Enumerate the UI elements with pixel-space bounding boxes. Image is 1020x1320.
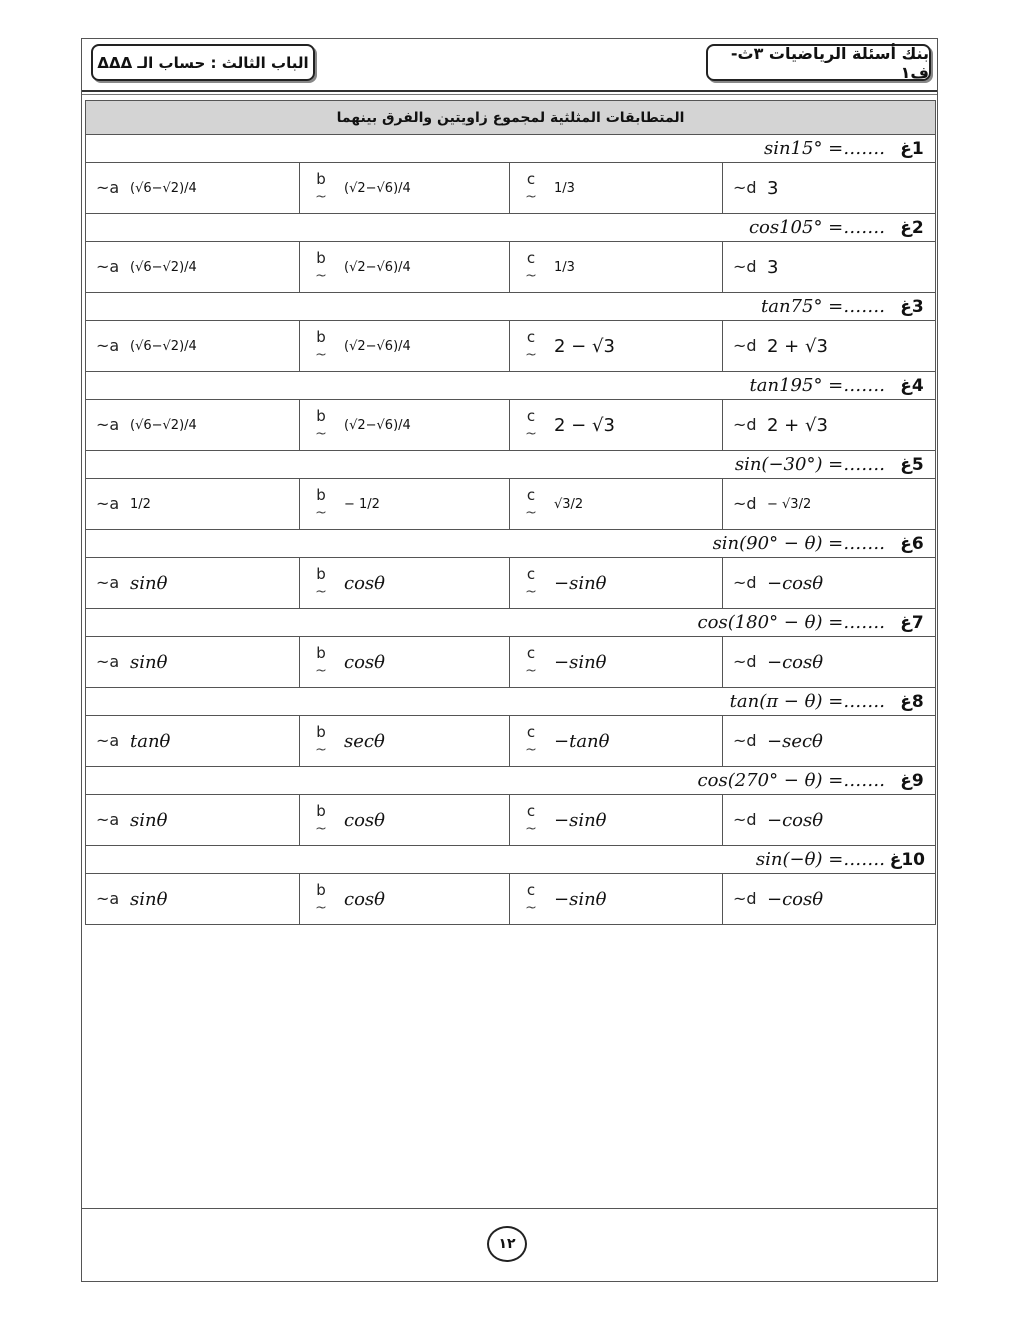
- option-tilde: ~: [315, 346, 327, 363]
- option-b[interactable]: [300, 637, 510, 688]
- option-letter: b: [316, 565, 326, 584]
- option-letter: c: [526, 170, 536, 189]
- option-tilde: ~: [315, 188, 327, 205]
- question-number: 7غ: [900, 612, 924, 633]
- option-value: 1/3: [554, 180, 575, 196]
- option-value: −sinθ: [554, 651, 607, 673]
- options-row: [86, 558, 936, 609]
- options-row: [86, 637, 936, 688]
- option-a[interactable]: [86, 479, 300, 530]
- option-label: ~d: [733, 257, 757, 277]
- option-label: [520, 645, 542, 679]
- options-row: [86, 242, 936, 293]
- option-value: (√6−√2)/4: [130, 338, 197, 354]
- option-label: [520, 487, 542, 521]
- option-letter: b: [316, 328, 326, 347]
- option-c[interactable]: [510, 163, 723, 214]
- option-label: ~d: [733, 889, 757, 909]
- question-row: [86, 451, 936, 479]
- question-number: 4غ: [900, 375, 924, 396]
- option-value: sinθ: [130, 809, 168, 831]
- option-value: 3: [767, 256, 779, 278]
- option-d[interactable]: [723, 874, 936, 925]
- option-value: −cosθ: [767, 572, 824, 594]
- option-label: ~d: [733, 573, 757, 593]
- option-label: [310, 329, 332, 363]
- option-value: sinθ: [130, 572, 168, 594]
- option-label: [310, 645, 332, 679]
- option-label: ~a: [96, 652, 120, 672]
- option-label: ~a: [96, 731, 120, 751]
- option-value: (√6−√2)/4: [130, 417, 197, 433]
- option-value: − √3/2: [767, 496, 812, 512]
- option-d[interactable]: [723, 479, 936, 530]
- option-value: sinθ: [130, 888, 168, 910]
- options-row: [86, 795, 936, 846]
- option-a[interactable]: [86, 321, 300, 372]
- option-c[interactable]: [510, 874, 723, 925]
- option-letter: b: [316, 644, 326, 663]
- question-text: tan195° =…….: [749, 375, 885, 396]
- option-label: [520, 408, 542, 442]
- option-b[interactable]: [300, 795, 510, 846]
- option-c[interactable]: [510, 716, 723, 767]
- option-value: 3: [767, 177, 779, 199]
- option-label: ~a: [96, 573, 120, 593]
- option-label: ~a: [96, 257, 120, 277]
- option-value: (√2−√6)/4: [344, 180, 411, 196]
- option-value: cosθ: [344, 888, 385, 910]
- option-b[interactable]: [300, 479, 510, 530]
- option-value: cosθ: [344, 572, 385, 594]
- question-row: [86, 688, 936, 716]
- option-tilde: ~: [315, 899, 327, 916]
- option-value: −cosθ: [767, 888, 824, 910]
- question-text: sin15° =…….: [763, 138, 885, 159]
- question-number: 1غ: [900, 138, 924, 159]
- option-value: −tanθ: [554, 730, 610, 752]
- footer-divider: [82, 1208, 937, 1209]
- option-value: (√2−√6)/4: [344, 259, 411, 275]
- option-letter: c: [526, 644, 536, 663]
- option-tilde: ~: [525, 267, 537, 284]
- option-letter: b: [316, 802, 326, 821]
- option-label: ~d: [733, 731, 757, 751]
- option-value: −sinθ: [554, 809, 607, 831]
- option-value: −sinθ: [554, 888, 607, 910]
- option-value: 2 + √3: [767, 414, 828, 436]
- option-d[interactable]: [723, 795, 936, 846]
- option-letter: c: [526, 881, 536, 900]
- option-label: [310, 566, 332, 600]
- option-letter: b: [316, 881, 326, 900]
- option-tilde: ~: [525, 662, 537, 679]
- option-label: [310, 250, 332, 284]
- option-tilde: ~: [525, 346, 537, 363]
- option-letter: b: [316, 249, 326, 268]
- option-label: ~d: [733, 178, 757, 198]
- option-label: ~a: [96, 889, 120, 909]
- option-a[interactable]: [86, 874, 300, 925]
- option-letter: c: [526, 407, 536, 426]
- option-letter: c: [526, 486, 536, 505]
- option-a[interactable]: [86, 400, 300, 451]
- options-row: [86, 321, 936, 372]
- question-row: [86, 293, 936, 321]
- options-row: [86, 479, 936, 530]
- option-b[interactable]: [300, 400, 510, 451]
- option-a[interactable]: [86, 716, 300, 767]
- option-c[interactable]: [510, 321, 723, 372]
- option-label: [310, 882, 332, 916]
- question-number: 3غ: [900, 296, 924, 317]
- chapter-title: الباب الثالث : حساب الـ ΔΔΔ: [91, 44, 315, 81]
- option-c[interactable]: [510, 795, 723, 846]
- option-label: [310, 803, 332, 837]
- question-number: 9غ: [900, 770, 924, 791]
- option-letter: c: [526, 328, 536, 347]
- option-letter: b: [316, 723, 326, 742]
- option-value: −secθ: [767, 730, 823, 752]
- option-label: [310, 487, 332, 521]
- option-a[interactable]: [86, 795, 300, 846]
- question-row: [86, 767, 936, 795]
- option-b[interactable]: [300, 716, 510, 767]
- option-a[interactable]: [86, 558, 300, 609]
- options-row: [86, 874, 936, 925]
- question-text: cos105° =…….: [748, 217, 885, 238]
- option-a[interactable]: [86, 163, 300, 214]
- option-b[interactable]: [300, 558, 510, 609]
- question-text: tan(π − θ) =…….: [729, 691, 885, 712]
- option-label: [520, 329, 542, 363]
- page-number: ١٢: [487, 1226, 527, 1262]
- question-row: [86, 135, 936, 163]
- option-label: [520, 566, 542, 600]
- option-label: ~a: [96, 415, 120, 435]
- question-row: [86, 372, 936, 400]
- option-value: −cosθ: [767, 651, 824, 673]
- question-row: [86, 609, 936, 637]
- option-d[interactable]: [723, 558, 936, 609]
- section-title: المتطابقات المثلثية لمجموع زاويتين والفرق بينهما: [86, 101, 936, 135]
- header-divider-thin: [82, 94, 937, 95]
- option-value: √3/2: [554, 496, 584, 512]
- option-tilde: ~: [315, 504, 327, 521]
- question-text: sin(−30°) =…….: [734, 454, 885, 475]
- option-tilde: ~: [315, 662, 327, 679]
- option-tilde: ~: [525, 425, 537, 442]
- option-label: [310, 171, 332, 205]
- option-letter: c: [526, 249, 536, 268]
- option-d[interactable]: [723, 637, 936, 688]
- option-a[interactable]: [86, 242, 300, 293]
- option-value: − 1/2: [344, 496, 380, 512]
- option-label: ~d: [733, 652, 757, 672]
- option-c[interactable]: [510, 558, 723, 609]
- option-value: 1/3: [554, 259, 575, 275]
- option-b[interactable]: [300, 163, 510, 214]
- option-label: ~d: [733, 494, 757, 514]
- option-a[interactable]: [86, 637, 300, 688]
- option-value: sinθ: [130, 651, 168, 673]
- option-value: (√2−√6)/4: [344, 338, 411, 354]
- option-tilde: ~: [315, 820, 327, 837]
- option-letter: c: [526, 802, 536, 821]
- option-tilde: ~: [525, 741, 537, 758]
- option-label: ~a: [96, 810, 120, 830]
- question-text: sin(−θ) =…….: [755, 849, 885, 870]
- option-c[interactable]: [510, 637, 723, 688]
- option-value: 2 + √3: [767, 335, 828, 357]
- question-number: 2غ: [900, 217, 924, 238]
- option-value: 2 − √3: [554, 414, 615, 436]
- option-c[interactable]: [510, 400, 723, 451]
- options-row: [86, 400, 936, 451]
- option-c[interactable]: [510, 479, 723, 530]
- option-tilde: ~: [315, 267, 327, 284]
- option-d[interactable]: [723, 321, 936, 372]
- option-tilde: ~: [525, 188, 537, 205]
- option-label: [520, 724, 542, 758]
- question-number: 6غ: [900, 533, 924, 554]
- question-text: tan75° =…….: [761, 296, 885, 317]
- option-value: tanθ: [130, 730, 171, 752]
- option-tilde: ~: [525, 504, 537, 521]
- question-row: [86, 214, 936, 242]
- option-label: [310, 724, 332, 758]
- option-letter: b: [316, 486, 326, 505]
- option-label: ~d: [733, 415, 757, 435]
- section-title-row: [86, 101, 936, 135]
- question-number: 8غ: [900, 691, 924, 712]
- option-label: [520, 803, 542, 837]
- option-label: ~a: [96, 336, 120, 356]
- option-d[interactable]: [723, 716, 936, 767]
- question-text: sin(90° − θ) =…….: [712, 533, 885, 554]
- option-b[interactable]: [300, 874, 510, 925]
- option-label: ~d: [733, 336, 757, 356]
- option-value: (√2−√6)/4: [344, 417, 411, 433]
- option-d[interactable]: [723, 400, 936, 451]
- option-label: ~a: [96, 494, 120, 514]
- question-row: [86, 530, 936, 558]
- option-value: 1/2: [130, 496, 151, 512]
- option-label: [310, 408, 332, 442]
- question-number: 5غ: [900, 454, 924, 475]
- option-value: (√6−√2)/4: [130, 259, 197, 275]
- option-letter: b: [316, 407, 326, 426]
- option-tilde: ~: [315, 741, 327, 758]
- option-d[interactable]: [723, 163, 936, 214]
- option-c[interactable]: [510, 242, 723, 293]
- option-label: ~a: [96, 178, 120, 198]
- option-label: [520, 882, 542, 916]
- option-value: (√6−√2)/4: [130, 180, 197, 196]
- option-letter: b: [316, 170, 326, 189]
- option-value: secθ: [344, 730, 385, 752]
- option-value: −sinθ: [554, 572, 607, 594]
- option-tilde: ~: [315, 583, 327, 600]
- question-text: cos(270° − θ) =…….: [697, 770, 885, 791]
- option-tilde: ~: [315, 425, 327, 442]
- option-b[interactable]: [300, 242, 510, 293]
- options-row: [86, 716, 936, 767]
- question-number: 10غ: [889, 849, 925, 870]
- question-table: [85, 100, 936, 925]
- option-tilde: ~: [525, 899, 537, 916]
- bank-title: بنك أسئلة الرياضيات ٣ث-ف١: [706, 44, 931, 81]
- option-label: [520, 171, 542, 205]
- question-text: cos(180° − θ) =…….: [697, 612, 885, 633]
- options-row: [86, 163, 936, 214]
- header-divider: [82, 90, 937, 92]
- option-value: cosθ: [344, 651, 385, 673]
- question-row: [86, 846, 936, 874]
- option-letter: c: [526, 723, 536, 742]
- option-label: [520, 250, 542, 284]
- option-value: −cosθ: [767, 809, 824, 831]
- option-tilde: ~: [525, 820, 537, 837]
- option-tilde: ~: [525, 583, 537, 600]
- option-value: cosθ: [344, 809, 385, 831]
- option-d[interactable]: [723, 242, 936, 293]
- option-value: 2 − √3: [554, 335, 615, 357]
- option-b[interactable]: [300, 321, 510, 372]
- option-label: ~d: [733, 810, 757, 830]
- option-letter: c: [526, 565, 536, 584]
